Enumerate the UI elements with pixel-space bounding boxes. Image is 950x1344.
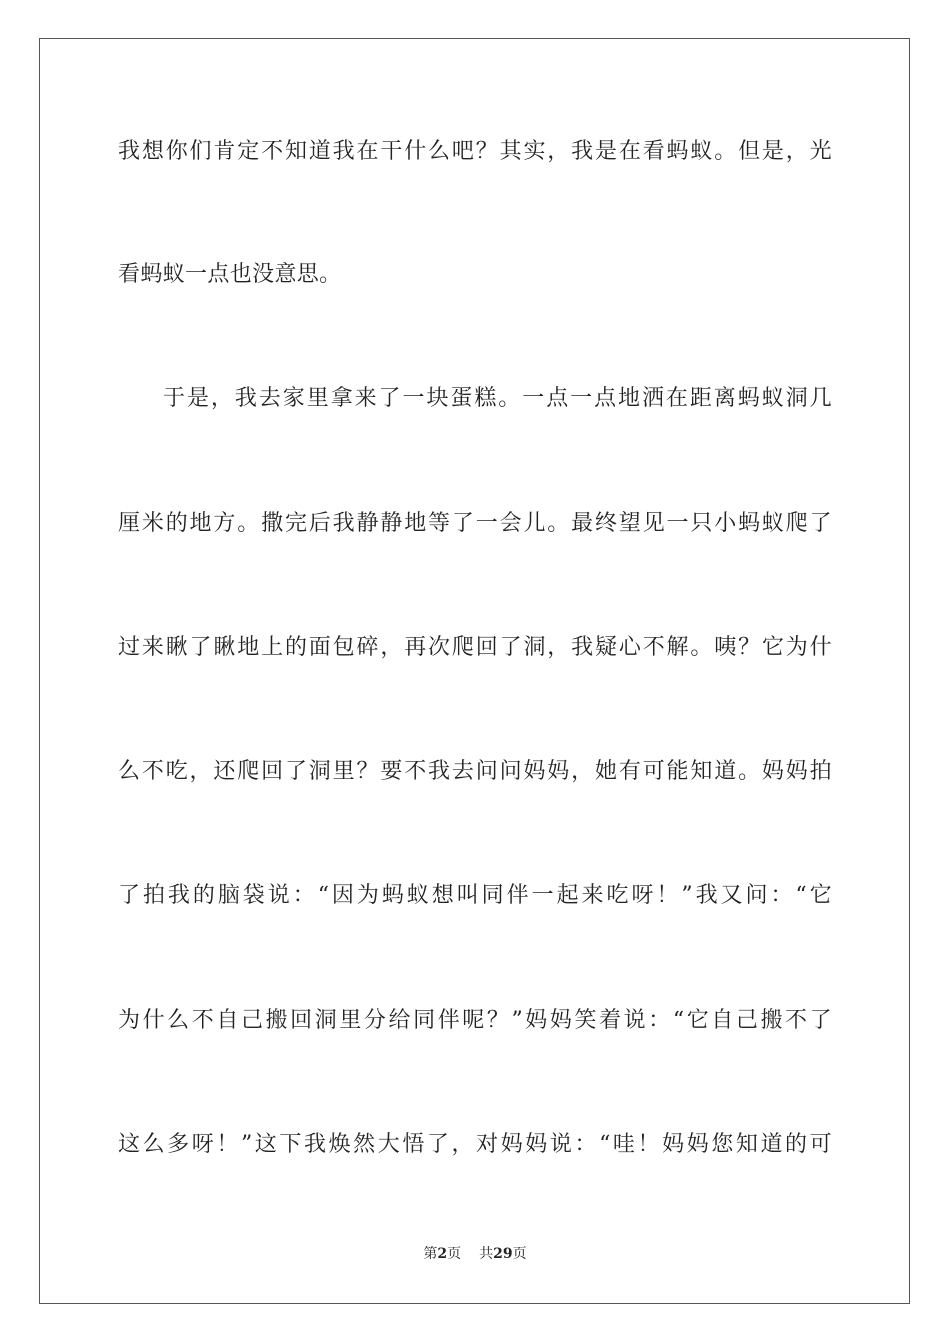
body-line-3: 于是，我去家里拿来了一块蛋糕。一点一点地洒在距离蚂蚁洞几 [163,386,832,411]
page-footer [0,1244,950,1264]
body-line-9: 这么多呀！”这下我焕然大悟了，对妈妈说：“哇！妈妈您知道的可 [118,1132,832,1157]
total-pages: 29 [493,1246,513,1262]
page-border [39,38,910,1304]
body-line-5: 过来瞅了瞅地上的面包碎，再次爬回了洞，我疑心不解。咦？它为什 [118,635,832,660]
total-suffix: 页 [512,1246,527,1262]
body-line-4: 厘米的地方。撒完后我静静地等了一会儿。最终望见一只小蚂蚁爬了 [118,511,832,536]
body-line-7: 了拍我的脑袋说：“因为蚂蚁想叫同伴一起来吃呀！”我又问：“它 [118,883,832,908]
body-line-1: 我想你们肯定不知道我在干什么吧？其实，我是在看蚂蚁。但是，光 [118,139,832,164]
body-line-8: 为什么不自己搬回洞里分给同伴呢？”妈妈笑着说：“它自己搬不了 [118,1008,832,1033]
page-prefix: 第 [423,1246,438,1262]
body-line-2: 看蚂蚁一点也没意思。 [118,262,342,287]
body-line-6: 么不吃，还爬回了洞里？要不我去问问妈妈，她有可能知道。妈妈拍 [118,759,832,784]
total-prefix: 共 [479,1246,494,1262]
page-number: 2 [437,1246,448,1262]
page-suffix: 页 [447,1246,462,1262]
